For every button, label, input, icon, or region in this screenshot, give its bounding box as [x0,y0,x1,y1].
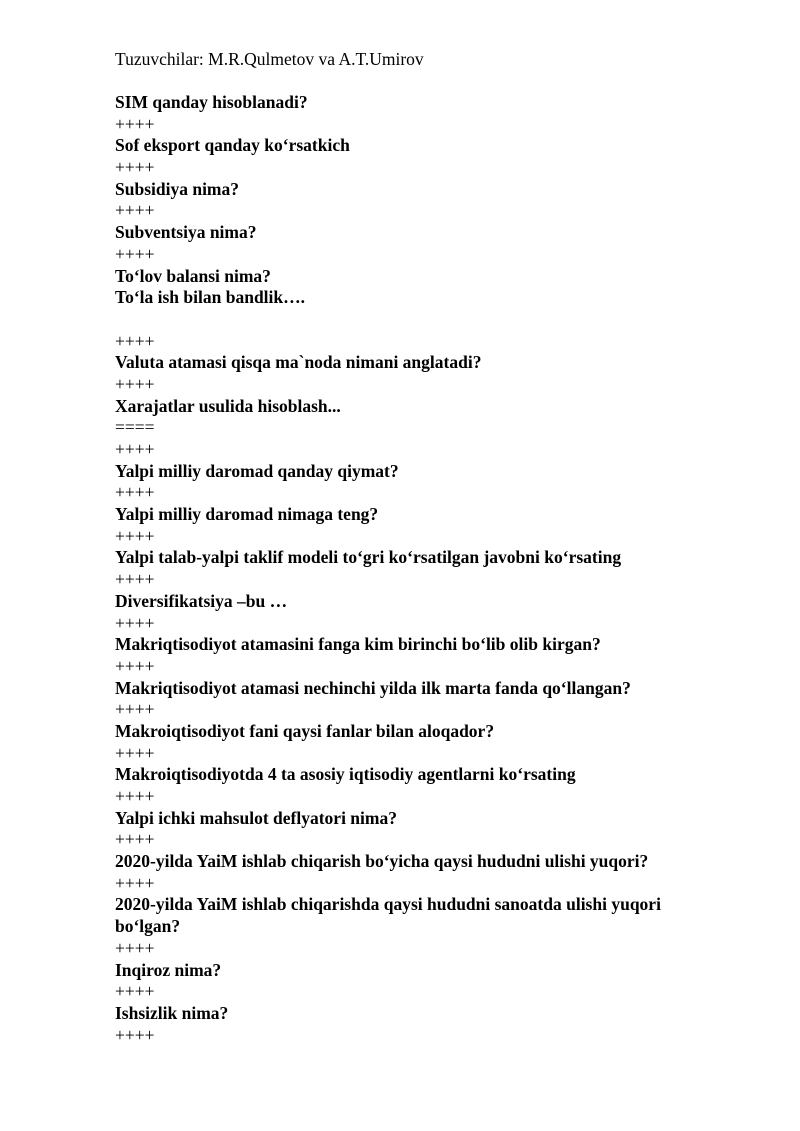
separator-line: ++++ [115,113,155,134]
question-text: Sof eksport qanday ko‘rsatkich [115,135,350,156]
separator-line: ==== [115,417,155,438]
blank-line [115,309,715,331]
separator-line: ++++ [115,872,155,893]
separator-line: ++++ [115,373,155,394]
question-text: 2020-yilda YaiM ishlab chiqarishda qaysi hududni sanoatda ulishi yuqori [115,894,661,915]
separator-line: ++++ [115,243,155,264]
separator-line: ++++ [115,655,155,676]
separator-line: ++++ [115,330,155,351]
separator-line: ++++ [115,829,155,850]
separator-line: ++++ [115,482,155,503]
question-list [115,92,715,1046]
question-text: Valuta atamasi qisqa ma`noda nimani anglatadi? [115,352,482,373]
separator-line: ++++ [115,1024,155,1045]
question-text: Yalpi ichki mahsulot deflyatori nima? [115,807,397,828]
question-text: Subsidiya nima? [115,178,240,199]
question-text: Xarajatlar usulida hisoblash... [115,395,341,416]
question-text: Makroiqtisodiyot fani qaysi fanlar bilan aloqador? [115,720,495,741]
question-text: 2020-yilda YaiM ishlab chiqarish bo‘yicha qaysi hududni ulishi yuqori? [115,851,649,872]
authors-header: Tuzuvchilar: M.R.Qulmetov va A.T.Umirov [115,49,424,69]
question-text: Inqiroz nima? [115,959,222,980]
separator-line: ++++ [115,525,155,546]
separator-line: ++++ [115,742,155,763]
separator-line: ++++ [115,200,155,221]
separator-line: ++++ [115,786,155,806]
question-text: Makriqtisodiyot atamasi nechinchi yilda ilk marta fanda qo‘llangan? [115,677,631,698]
question-text: Subventsiya nima? [115,222,257,243]
question-text: Diversifikatsiya –bu … [115,590,288,611]
separator-line: ++++ [115,157,155,178]
question-text: Ishsizlik nima? [115,1002,229,1023]
separator-line: ++++ [115,569,155,590]
question-text: Makriqtisodiyot atamasini fanga kim birinchi bo‘lib olib kirgan? [115,634,601,655]
separator-line: ++++ [115,699,155,720]
separator-line: ++++ [115,937,155,958]
separator-line: ++++ [115,612,155,633]
separator-line: ++++ [115,981,155,1002]
question-text: Makroiqtisodiyotda 4 ta asosiy iqtisodiy agentlarni ko‘rsating [115,764,576,785]
question-text: To‘la ish bilan bandlik…. [115,287,306,308]
question-text: Yalpi milliy daromad qanday qiymat? [115,460,399,481]
question-text: Yalpi milliy daromad nimaga teng? [115,504,379,525]
separator-line: ++++ [115,439,155,459]
question-text: Yalpi talab-yalpi taklif modeli to‘gri ko‘rsatilgan javobni ko‘rsating [115,547,622,568]
question-text: bo‘lgan? [115,916,181,937]
question-text: To‘lov balansi nima? [115,265,271,286]
question-text: SIM qanday hisoblanadi? [115,92,308,112]
